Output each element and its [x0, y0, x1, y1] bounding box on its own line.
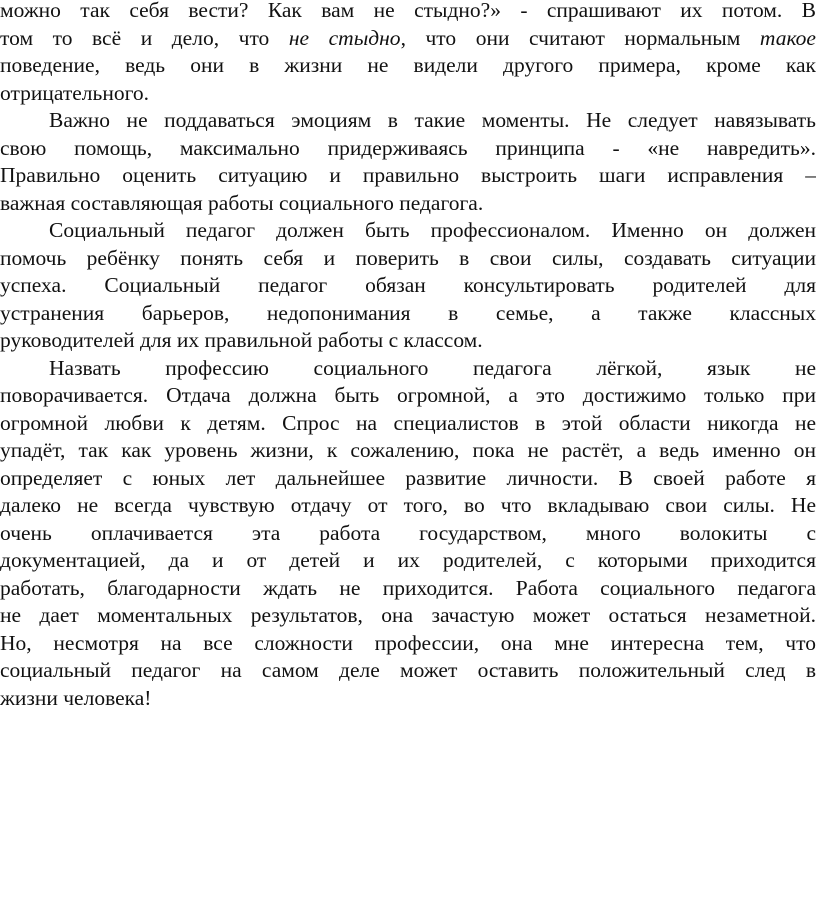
text-segment: Правильно оценить ситуацию и правильно выстроить шаги исправления –	[0, 163, 816, 187]
text-segment: руководителей для их правильной работы с классом.	[0, 328, 483, 352]
text-segment: успеха. Социальный педагог обязан консультировать родителей для	[0, 273, 816, 297]
text-line	[0, 217, 816, 245]
text-line	[0, 25, 816, 53]
text-line	[0, 80, 816, 108]
text-line	[0, 327, 816, 355]
text-segment: Назвать профессию социального педагога лёгкой, язык не	[49, 355, 816, 380]
text-segment: огромной любви к детям. Спрос на специалистов в этой области никогда не	[0, 410, 816, 435]
text-line	[0, 547, 816, 575]
text-segment: социальный педагог на самом деле может оставить положительный след в	[0, 658, 816, 682]
text-line	[0, 162, 816, 190]
text-line	[0, 575, 816, 603]
text-segment: можно так себя вести? Как вам не стыдно?» - спрашивают их потом. В	[0, 0, 816, 22]
paragraph-2	[0, 107, 816, 217]
text-line	[0, 272, 816, 300]
paragraph-1	[0, 0, 816, 107]
text-line	[0, 492, 816, 520]
text-segment: документацией, да и от детей и их родителей, с которыми приходится	[0, 548, 816, 572]
text-segment: Важно не поддаваться эмоциям в такие моменты. Не следует навязывать	[49, 108, 816, 132]
italic-phrase: не стыдно	[288, 25, 401, 50]
text-segment: том то всё и дело, что	[0, 25, 289, 50]
text-line	[0, 410, 816, 438]
text-segment: определяет с юных лет дальнейшее развитие личности. В своей работе я	[0, 465, 816, 490]
text-segment: упадёт, так как уровень жизни, к сожалению, пока не растёт, а ведь именно он	[0, 438, 816, 462]
text-segment: поведение, ведь они в жизни не видели другого примера, кроме как	[0, 53, 816, 77]
text-segment: жизни человека!	[0, 685, 152, 710]
paragraph-3	[0, 217, 816, 355]
text-segment: Социальный педагог должен быть профессионалом. Именно он должен	[49, 218, 816, 242]
text-segment: устранения барьеров, недопонимания в семье, а также классных	[0, 300, 816, 325]
text-segment: , что они считают нормальным	[400, 25, 760, 50]
text-line	[0, 0, 816, 25]
text-segment: поворачивается. Отдача должна быть огромной, а это достижимо только при	[0, 383, 816, 407]
text-line	[0, 630, 816, 658]
text-line	[0, 190, 816, 218]
text-line	[0, 135, 816, 163]
text-segment: далеко не всегда чувствую отдачу от того, во что вкладываю свои силы. Не	[0, 493, 816, 517]
text-segment: помочь ребёнку понять себя и поверить в свои силы, создавать ситуации	[0, 245, 816, 270]
text-segment: очень оплачивается эта работа государством, много волокиты с	[0, 520, 816, 545]
text-line	[0, 382, 816, 410]
text-line	[0, 245, 816, 273]
text-segment: Но, несмотря на все сложности профессии, она мне интересна тем, что	[0, 630, 816, 655]
text-segment: важная составляющая работы социального педагога.	[0, 190, 484, 215]
text-line	[0, 685, 816, 713]
text-segment: работать, благодарности ждать не приходится. Работа социального педагога	[0, 575, 816, 600]
text-line	[0, 465, 816, 493]
text-line	[0, 657, 816, 685]
text-segment: отрицательного.	[0, 80, 150, 105]
text-segment: не дает моментальных результатов, она зачастую может остаться незаметной.	[0, 603, 816, 627]
text-segment: свою помощь, максимально придерживаясь принципа - «не навредить».	[0, 135, 816, 160]
text-line	[0, 300, 816, 328]
text-line	[0, 355, 816, 383]
text-line	[0, 107, 816, 135]
text-line	[0, 602, 816, 630]
text-line	[0, 437, 816, 465]
paragraph-4	[0, 355, 816, 713]
italic-phrase: такое	[759, 25, 816, 50]
text-line	[0, 52, 816, 80]
text-line	[0, 520, 816, 548]
